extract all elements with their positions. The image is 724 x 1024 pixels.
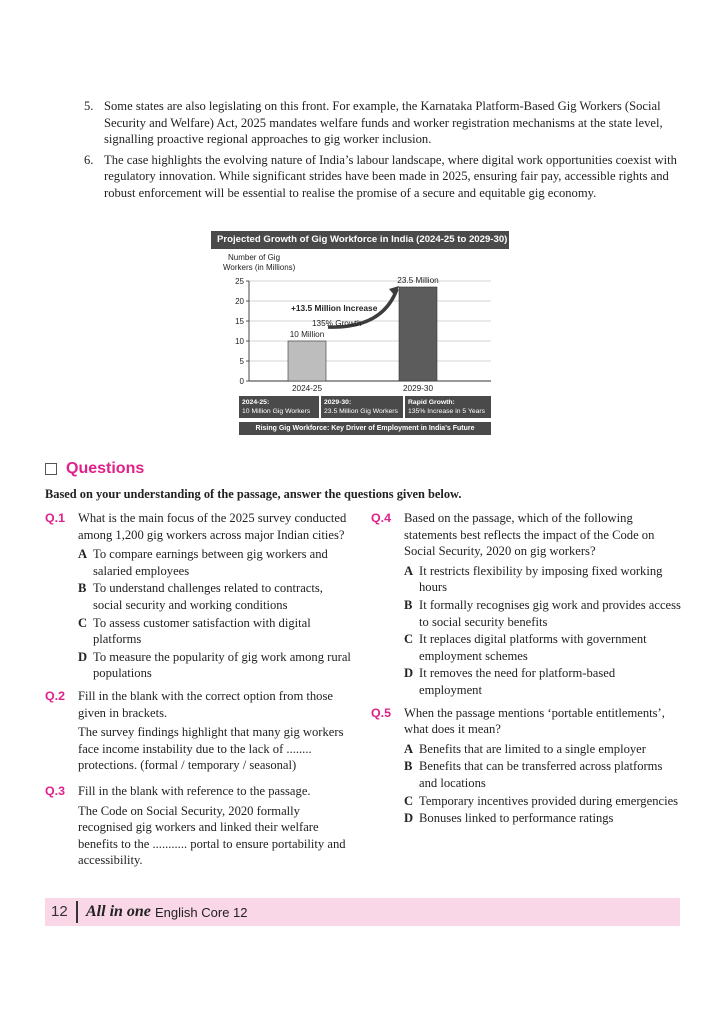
y-tick-label: 20 (235, 297, 244, 306)
y-tick-label: 5 (239, 357, 244, 366)
question-text: Fill in the blank with the correct option from those given in brackets. (78, 688, 333, 720)
question-number: Q.4 (371, 511, 391, 525)
answer-option (404, 758, 681, 791)
option-letter: D (404, 811, 414, 826)
point-5 (84, 98, 682, 148)
option-letter: C (404, 793, 414, 808)
chart-footer: Rising Gig Workforce: Key Driver of Employment in India's Future (239, 422, 491, 435)
y-tick-label: 15 (235, 317, 244, 326)
questions-right-column (371, 510, 681, 833)
point-number: 6. (84, 152, 94, 167)
bar-value-label: 23.5 Million (397, 276, 439, 285)
passage-points (84, 98, 682, 206)
answer-option (404, 741, 681, 758)
option-letter: C (78, 615, 88, 630)
bar-value-label: 10 Million (289, 330, 325, 339)
book-title: English Core 12 (155, 905, 248, 920)
y-tick-label: 25 (235, 277, 244, 286)
questions-title: Questions (66, 460, 145, 477)
option-letter: A (404, 563, 414, 578)
question-body (78, 688, 355, 777)
option-text: Benefits that can be transferred across platforms and locations (419, 759, 663, 790)
y-axis-label: Number of Gig (228, 253, 281, 262)
footer-divider (76, 901, 78, 923)
question-q1 (45, 510, 355, 682)
question-number: Q.2 (45, 688, 65, 703)
option-text: To assess customer satisfaction with digital platforms (93, 615, 311, 647)
point-number: 5. (84, 99, 94, 113)
x-tick-label: 2024-25 (291, 384, 323, 393)
option-letter: A (78, 547, 88, 562)
info-box-2024 (239, 396, 319, 418)
option-text: It removes the need for platform-based employment (419, 666, 616, 697)
chart-plot (211, 249, 509, 397)
option-letter: D (78, 649, 88, 664)
option-letter: B (404, 597, 413, 612)
y-tick-label: 0 (239, 377, 244, 386)
info-box-body: 23.5 Million Gig Workers (324, 408, 398, 415)
question-number: Q.3 (45, 783, 65, 798)
question-text: Based on the passage, which of the following statements best reflects the impact of the Code on Social Security, 2020 on gig workers? (404, 511, 655, 559)
option-letter: A (404, 741, 414, 756)
info-box-head: 2024-25: (242, 399, 270, 406)
question-q2 (45, 688, 355, 777)
info-box-head: 2029-30: (324, 399, 352, 406)
point-text: The case highlights the evolving nature of India’s labour landscape, where digital work opportunities coexist with regulatory innovation. While significant strides have been made in 2025, ensuring fair pay, accessible rights and robust enforcement will be essential to realise the promise of a secure and equitable gig economy. (104, 152, 677, 200)
point-6 (84, 152, 682, 202)
question-body (404, 705, 681, 827)
answer-option (78, 546, 355, 579)
point-text: Some states are also legislating on this front. For example, the Karnataka Platform-Based Gig Workers (Social Security and Welfare) Act, 2025 mandates welfare funds and worker registration mechanisms at the state level, signalling proactive regional approaches to gig worker inclusion. (104, 99, 663, 147)
info-box-body: 135% Increase in 5 Years (408, 408, 486, 415)
info-box-body: 10 Million Gig Workers (242, 408, 311, 415)
option-letter: B (404, 759, 413, 774)
question-number: Q.1 (45, 511, 65, 525)
bar-2029-30 (399, 287, 437, 381)
question-q4 (371, 510, 681, 699)
info-box-2029 (321, 396, 403, 418)
question-q3 (45, 783, 355, 872)
option-text: It formally recognises gig work and provides access to social security benefits (419, 597, 681, 629)
info-box-head: Rapid Growth: (408, 399, 455, 406)
instruction: Based on your understanding of the passage, answer the questions given below. (45, 487, 462, 501)
chart-title: Projected Growth of Gig Workforce in India (2024-25 to 2029-30) (211, 231, 509, 249)
answer-option (404, 563, 681, 596)
question-text: When the passage mentions ‘portable entitlements’, what does it mean? (404, 705, 665, 737)
question-q5 (371, 705, 681, 827)
option-text: To measure the popularity of gig work among rural populations (93, 649, 351, 681)
option-text: Temporary incentives provided during emergencies (419, 793, 679, 808)
option-text: It restricts flexibility by imposing fixed working hours (419, 563, 663, 595)
option-letter: C (404, 632, 414, 647)
question-body (78, 510, 355, 682)
checkbox-icon (45, 463, 57, 475)
page-number: 12 (51, 903, 68, 920)
option-text: It replaces digital platforms with government employment schemes (419, 632, 647, 663)
option-text: Bonuses linked to performance ratings (419, 811, 614, 826)
page-footer (45, 898, 680, 926)
question-text: The survey findings highlight that many gig workers face income instability due to the lack of ........ protections. (formal / temporary / seasonal) (78, 725, 344, 773)
gig-workforce-chart (211, 231, 509, 437)
brand-logo: All in one (86, 903, 151, 920)
question-text: The Code on Social Security, 2020 formally recognised gig workers and linked their welfare benefits to the ........... portal to ensure portability and accessibility. (78, 803, 346, 868)
increase-annotation: +13.5 Million Increase (291, 303, 378, 313)
y-tick-label: 10 (235, 337, 244, 346)
answer-option (404, 597, 681, 630)
answer-option (404, 665, 681, 698)
answer-option (404, 810, 681, 827)
answer-option (404, 631, 681, 664)
x-tick-label: 2029-30 (402, 384, 434, 393)
question-number: Q.5 (371, 705, 391, 720)
option-text: To understand challenges related to contracts, social security and working conditions (93, 581, 323, 612)
bar-2024-25 (288, 341, 326, 381)
question-text: Fill in the blank with reference to the passage. (78, 783, 311, 798)
questions-left-column (45, 510, 355, 878)
growth-annotation: 135% Growth (312, 318, 362, 328)
questions-header (45, 460, 144, 478)
answer-option (404, 793, 681, 810)
question-text: What is the main focus of the 2025 survey conducted among 1,200 gig workers across major Indian cities? (78, 511, 347, 542)
option-text: Benefits that are limited to a single employer (419, 741, 646, 756)
option-letter: D (404, 666, 414, 681)
question-body (404, 510, 681, 699)
option-text: To compare earnings between gig workers and salaried employees (93, 547, 328, 578)
answer-option (78, 649, 355, 682)
answer-option (78, 580, 355, 613)
info-box-growth (405, 396, 491, 418)
option-letter: B (78, 581, 87, 596)
answer-option (78, 615, 355, 648)
question-body (78, 783, 355, 872)
y-axis-label: Workers (in Millions) (223, 263, 296, 272)
